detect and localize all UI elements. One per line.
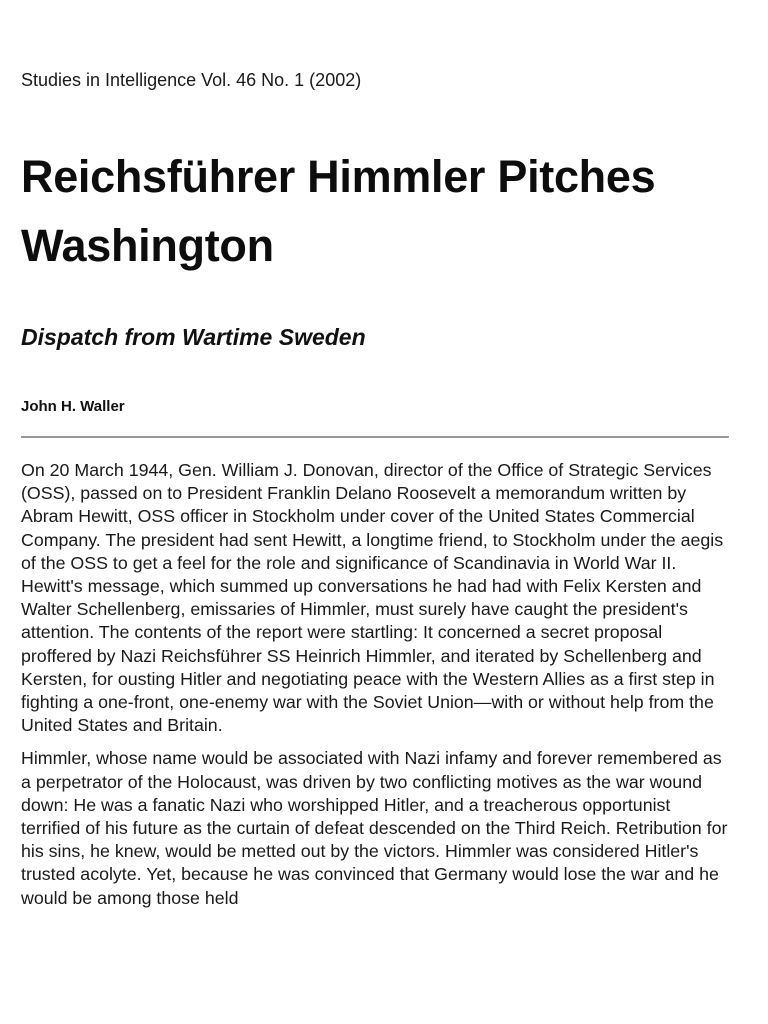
journal-citation: Studies in Intelligence Vol. 46 No. 1 (2002)	[21, 70, 362, 90]
article-body	[21, 459, 733, 920]
divider	[21, 436, 729, 438]
paragraph: On 20 March 1944, Gen. William J. Donovan, director of the Office of Strategic Services (OSS), passed on to President Franklin Delano Roosevelt a memorandum written by Abram Hewitt, OSS officer in Stockholm under cover of the United States Commercial Company. The president had sent Hewitt, a longtime friend, to Stockholm under the aegis of the OSS to get a feel for the role and significance of Scandinavia in World War II. Hewitt's message, which summed up conversations he had had with Felix Kersten and Walter Schellenberg, emissaries of Himmler, must surely have caught the president's attention. The contents of the report were startling: It concerned a secret proposal proffered by Nazi Reichsführer SS Heinrich Himmler, and iterated by Schellenberg and Kersten, for ousting Hitler and negotiating peace with the Western Allies as a first step in fighting a one-front, one-enemy war with the Soviet Union—with or without help from the United States and Britain.	[21, 460, 724, 736]
paragraph: Himmler, whose name would be associated with Nazi infamy and forever remembered as a perpetrator of the Holocaust, was driven by two conflicting motives as the war wound down: He was a fanatic Nazi who worshipped Hitler, and a treacherous opportunist terrified of his future as the curtain of defeat descended on the Third Reich. Retribution for his sins, he knew, would be metted out by the victors. Himmler was considered Hitler's trusted acolyte. Yet, because he was convinced that Germany would lose the war and he would be among those held	[21, 748, 728, 908]
article-subtitle: Dispatch from Wartime Sweden	[21, 324, 366, 350]
author-byline: John H. Waller	[21, 398, 125, 415]
article-title: Reichsführer Himmler Pitches Washington	[21, 151, 656, 271]
